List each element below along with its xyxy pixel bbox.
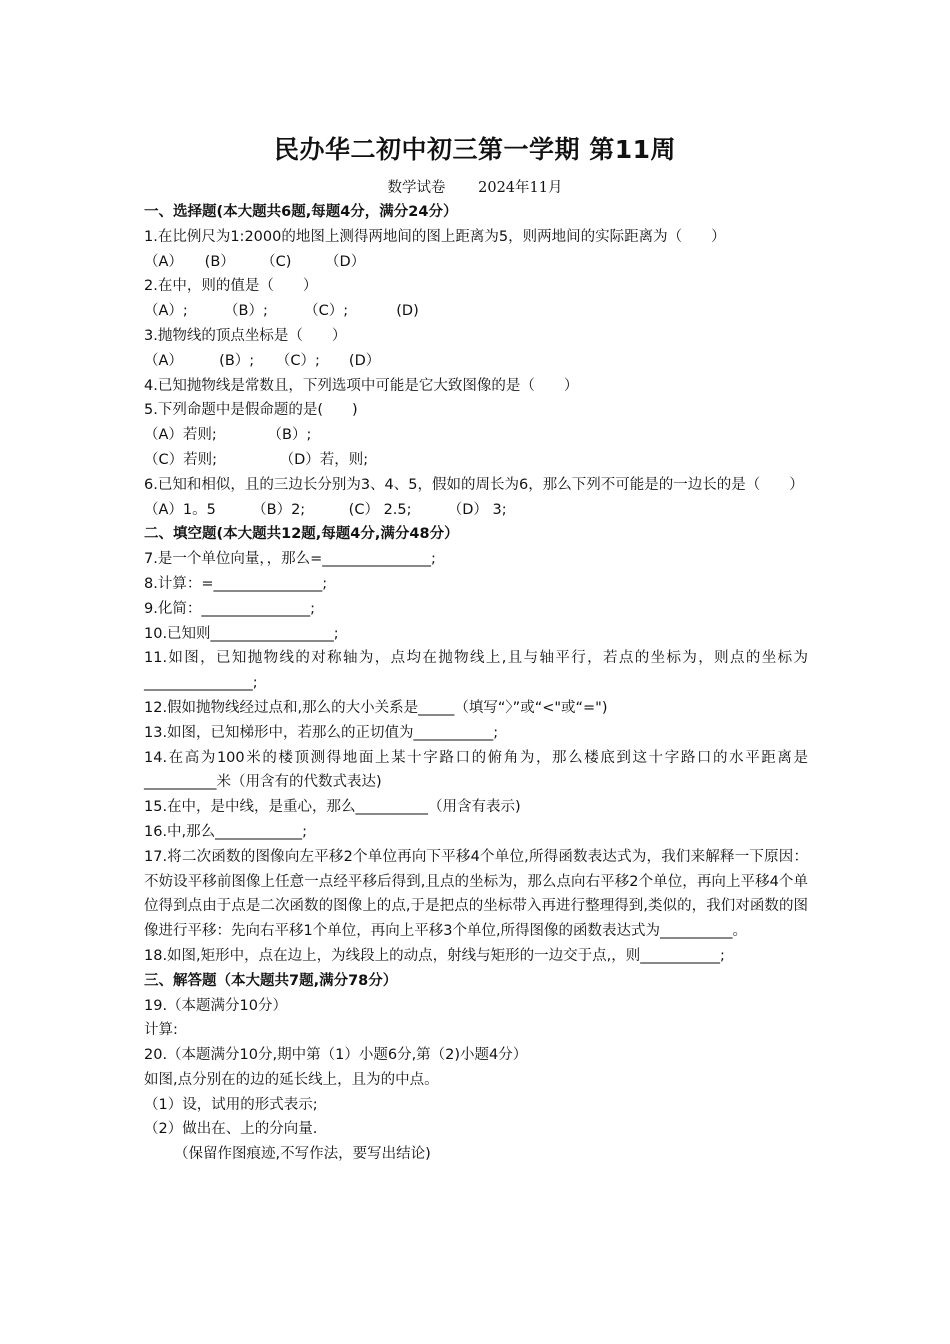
question-line: （保留作图痕迹,不写作法，要写出结论)	[174, 1146, 431, 1163]
question-line: 11.如图，已知抛物线的对称轴为，点均在抛物线上,且与轴平行，若点的坐标为，则点的坐标为_______________;	[144, 650, 808, 692]
page-subtitle	[0, 176, 950, 197]
subtitle-date: 2024年11月	[478, 180, 563, 196]
page-title: 民办华二初中初三第一学期 第11周	[274, 135, 676, 164]
question-line: 1.在比例尺为1:2000的地图上测得两地间的图上距离为5，则两地间的实际距离为（ ）	[144, 228, 726, 245]
question-line: （A） (B） （C) （D）	[144, 253, 366, 270]
question-line: 15.在中，是中线，是重心，那么__________（用含有表示)	[144, 799, 521, 816]
question-line: 18.如图,矩形中，点在边上，为线段上的动点，射线与矩形的一边交于点,，则___________;	[144, 947, 725, 964]
section-heading: 一、选择题(本大题共6题,每题4分，满分24分）	[144, 204, 458, 220]
question-line: 9.化简：_______________;	[144, 600, 315, 617]
question-line: 计算:	[144, 1022, 178, 1039]
question-line: 8.计算：=_______________;	[144, 575, 328, 592]
subtitle-subject: 数学试卷	[387, 180, 446, 196]
question-line: 如图,点分别在的边的延长线上，且为的中点。	[144, 1071, 439, 1088]
question-line: 4.已知抛物线是常数且，下列选项中可能是它大致图像的是（ ）	[144, 377, 579, 394]
question-line: 17.将二次函数的图像向左平移2个单位再向下平移4个单位,所得函数表达式为，我们来解释一下原因：不妨设平移前图像上任意一点经平移后得到,且点的坐标为，那么点向右平移2个单位，再向上平移4个单位得到点由于点是二次函数的图像上的点,于是把点的坐标带入再进行整理得到,类似的，我们对函数的图像进行平移：先向右平移1个单位，再向上平移3个单位,所得图像的函数表达式为__________。	[144, 848, 808, 940]
question-line: （A）1。5 （B）2; (C） 2.5; （D） 3;	[144, 501, 507, 518]
question-line: 16.中,那么____________;	[144, 823, 308, 840]
question-line: 5.下列命题中是假命题的是( )	[144, 402, 358, 419]
question-line: 6.已知和相似，且的三边长分别为3、4、5，假如的周长为6，那么下列不可能是的一边长的是（ ）	[144, 476, 804, 493]
question-line: 3.抛物线的顶点坐标是（ ）	[144, 327, 347, 344]
section-heading: 三、解答题（本大题共7题,满分78分）	[144, 972, 398, 989]
question-line: （A） (B）; （C）; (D）	[144, 352, 381, 369]
question-line: （C）若则; （D）若，则;	[144, 451, 369, 468]
question-line: 2.在中，则的值是（ ）	[144, 278, 318, 295]
question-line: 10.已知则_________________;	[144, 625, 339, 642]
question-line: 12.假如抛物线经过点和,那么的大小关系是_____（填写“〉”或“<"或“=")	[144, 699, 608, 716]
question-line: 14.在高为100米的楼顶测得地面上某十字路口的俯角为，那么楼底到这十字路口的水平距离是__________米（用含有的代数式表达)	[144, 749, 808, 791]
question-line: 19.（本题满分10分）	[144, 997, 288, 1014]
question-line: （A）若则; （B）;	[144, 427, 312, 444]
section-heading: 二、填空题(本大题共12题,每题4分,满分48分）	[144, 526, 459, 543]
question-line: 13.如图，已知梯形中，若那么的正切值为___________;	[144, 724, 499, 741]
question-line: （A）; （B）; （C）; (D)	[144, 303, 419, 320]
question-line: 20.（本题满分10分,期中第（1）小题6分,第（2)小题4分）	[144, 1047, 528, 1064]
question-line: （2）做出在、上的分向量.	[144, 1121, 318, 1138]
exam-content	[144, 200, 808, 1167]
question-line: 7.是一个单位向量，，那么=_______________;	[144, 551, 436, 568]
question-line: （1）设，试用的形式表示;	[144, 1096, 318, 1113]
